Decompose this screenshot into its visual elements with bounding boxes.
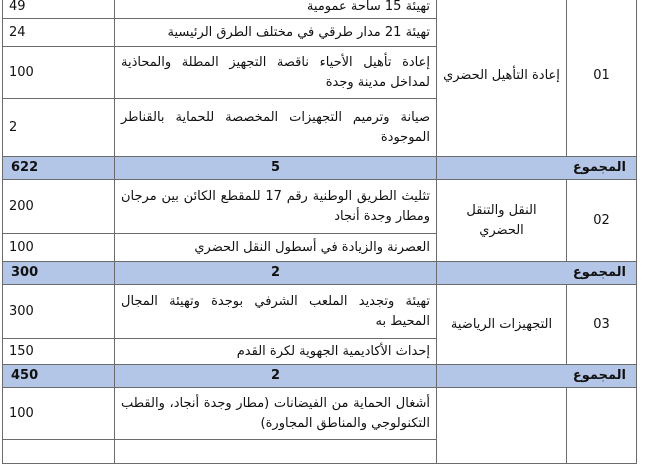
axis-cell: التجهيزات الرياضية [437,285,567,365]
project-cell: إعادة تأهيل الأحياء ناقصة التجهيز المطلة والمحاذية لمداخل مدينة وجدة [115,47,437,99]
total-cost: 300 [3,262,115,285]
table-row [3,180,637,234]
cost-cell: 100 [3,234,115,262]
project-cell: أشغال الحماية من الفيضانات (مطار وجدة أنجاد، والقطب التكنولوجي والمناطق المجاورة) [115,388,437,440]
project-cell: تهيئة 21 مدار طرقي في مختلف الطرق الرئيسية [115,19,437,47]
total-count: 2 [115,365,437,388]
project-cell [115,440,437,464]
cost-cell [3,440,115,464]
project-cell: العصرنة والزيادة في أسطول النقل الحضري [115,234,437,262]
total-row [3,262,637,285]
project-cell: صيانة وترميم التجهيزات المخصصة للحماية بالقناطر الموجودة [115,99,437,157]
table-row [3,0,637,19]
table-row [3,388,637,440]
projects-table [2,0,637,464]
total-label: المجموع [437,365,637,388]
cost-cell: 100 [3,388,115,440]
cost-cell: 200 [3,180,115,234]
total-row [3,365,637,388]
total-label: المجموع [437,262,637,285]
project-cell: تثليث الطريق الوطنية رقم 17 للمقطع الكائن بين مرجان ومطار وجدة أنجاد [115,180,437,234]
cost-cell: 150 [3,339,115,365]
project-cell: تهيئة 15 ساحة عمومية [115,0,437,19]
axis-cell: النقل والتنقل الحضري [437,180,567,262]
total-label: المجموع [437,157,637,180]
project-cell: تهيئة وتجديد الملعب الشرفي بوجدة وتهيئة المجال المحيط به [115,285,437,339]
axis-cell [437,388,567,464]
project-cell: إحداث الأكاديمية الجهوية لكرة القدم [115,339,437,365]
cost-cell: 300 [3,285,115,339]
total-cost: 622 [3,157,115,180]
section-number: 01 [567,0,637,157]
table-row [3,285,637,339]
total-count: 5 [115,157,437,180]
axis-cell: إعادة التأهيل الحضري [437,0,567,157]
cost-cell: 100 [3,47,115,99]
total-count: 2 [115,262,437,285]
section-number [567,388,637,464]
cost-cell: 49 [3,0,115,19]
section-number: 03 [567,285,637,365]
section-number: 02 [567,180,637,262]
cost-cell: 24 [3,19,115,47]
total-row [3,157,637,180]
total-cost: 450 [3,365,115,388]
cost-cell: 2 [3,99,115,157]
